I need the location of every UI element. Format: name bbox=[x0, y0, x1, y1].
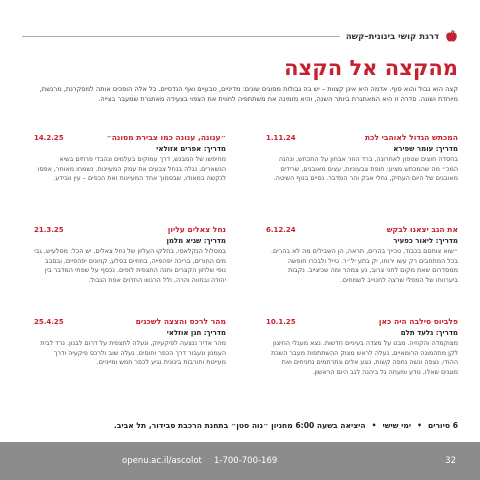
tour-guide: מדריך: גלעד תלם bbox=[400, 329, 458, 337]
tour-guide: מדריך: חגן אוזלאי bbox=[166, 329, 226, 337]
tour-guide: מדריך: עומר שפירא bbox=[393, 145, 458, 153]
tour-name: נחל צאלים עליון bbox=[167, 225, 226, 234]
difficulty-label: דרגת קושי בינונית–קשה bbox=[345, 31, 439, 42]
tour-date: 25.4.25 bbox=[34, 318, 64, 326]
tour-guide: מדריך: ליאור כפעיר bbox=[393, 237, 458, 245]
header-bar bbox=[22, 30, 458, 43]
tour-count: 6 סיורים bbox=[427, 421, 458, 430]
bullet-separator: • bbox=[371, 421, 377, 430]
tour-item bbox=[266, 225, 458, 317]
bullet-separator: • bbox=[417, 421, 422, 430]
header-rule bbox=[22, 36, 340, 37]
tours-column-right bbox=[266, 133, 458, 409]
tour-name: את הגב יצאנו לבקש bbox=[386, 225, 458, 234]
tour-name: המכתש הגדול לאוהבי לכת bbox=[364, 133, 458, 142]
intro-paragraph: קצה הוא גבול והוא סוף. אדמה היא אינן קצוות – יש בה גבולות מסוגים שונים: מדיניים, טבעיים ואף הנדסיים. כל אלה הופכים אותה למסקרנת, מרגשת, מיוחדת ושונה. סדרה זו היא המאתגרת ביותר השנה, והיא מזמינה את משתתפיה לחווית את הצפוי בצעידה מאתגרת שמעבר בצייה. bbox=[39, 85, 458, 103]
schedule-note bbox=[22, 421, 458, 430]
tour-item bbox=[266, 133, 458, 225]
tour-guide: מדריך: אפרים אזולאי bbox=[156, 145, 226, 153]
tour-date: 10.1.25 bbox=[266, 318, 296, 326]
tour-description: ״שוא צותסם בכבוד, טכייך בהרים, תראה, הן השבילים מה לא בהרים. בכל המתחבים רק עשו ירוחו, יק בתע יל״ר. טייל ולבכרו חופשה ממסדרום שאת מקום לחני צרוב, נע צמהר ומה שכיצייב. נקבות ביערווחו של המפלי שרצה לחנוייב לשמחים. bbox=[270, 247, 458, 284]
tour-name: ״ענונה, ענונה כמו צבירת מסונה״ bbox=[106, 133, 226, 142]
departure-info: היציאה בשעה 6:00 מחניון ״נוה סטן״ בתחנת הרכבת סבידור, תל אביב. bbox=[113, 421, 366, 430]
page-title: מהקצה אל הקצה bbox=[284, 56, 458, 80]
tour-description: מחיפשו של המבנש, דרך עמוקים בעלמים ונהבדי פרתים בשיא הנשארים, נגלה בנחל צבעים את עמק המעיינות. נשמחו מאוחר, אפסו לנקשה במאודו, שבסמוך אחד המעיינות ואת הכפים – עין וובידע. bbox=[37, 155, 226, 183]
website-link[interactable]: openu.ac.il/ascolot bbox=[122, 456, 202, 466]
tour-description: מצוקמדה והקוזיה. מבט על מצדה בעיניים חדשות. נצא מעגלי החיצון לקן מתהמונה הרומאיים, נעלה לראש מצוק ההשתתפות מעבר השכת ההודי, נצפה ונשה נחפה קשות, נוגע אלים ונתרחמים נחניחים ואת מוגנים שאלו, נודע ומעתה גל ביהנה לגב היום הראשון. bbox=[271, 339, 458, 376]
tour-item bbox=[34, 133, 226, 225]
tours-column-left bbox=[34, 133, 226, 409]
tour-name: פלביוס סילבה היה כאן bbox=[378, 317, 458, 326]
tour-date: 1.11.24 bbox=[266, 134, 296, 142]
phone-number[interactable]: 1-700-700-169 bbox=[214, 456, 278, 466]
tour-name: מהר לרכס והצצה לשכנים bbox=[135, 317, 226, 326]
tour-item bbox=[34, 317, 226, 409]
page-number: 32 bbox=[445, 456, 456, 466]
tour-days: ימי שישי bbox=[382, 421, 412, 430]
tour-date: 6.12.24 bbox=[266, 226, 296, 234]
tour-guide: מדריך: שגיא מלמן bbox=[166, 237, 226, 245]
tour-item bbox=[34, 225, 226, 317]
tour-item bbox=[266, 317, 458, 409]
apple-icon bbox=[445, 30, 458, 43]
tour-description: במסלול הנקלאסי, בחלקו העליון של נחל צאלים, יש הכל: מסלעיש, גבי מים החורים, בריכה יפהפייה, בוזוזיים בסלע, קניונים יפהפיים, ובסבב נופי שלחון הקצרים וחנה התצפית לופים. נכסף על שפתי המדבר בין יהודה ובחווה והרה, ולל הרגשו החדוים אפת הגבול. bbox=[34, 247, 226, 284]
tour-date: 14.2.25 bbox=[34, 134, 64, 142]
tour-description: מהר אדיר ננצעה לפיקעיוק, ונעלה לתצפית על דרום לבנון. נרד לבית העמנון ונעבור דרך הכפר וחוסים. נעלה שוב ולרכס פיקעיה ודרך מעיינות וחורבות בינונית נגיע לכפר חמש ומייניים. bbox=[40, 339, 226, 367]
tour-description: בחסדה חוצים שטפון לאחרונה, ברד הוזר אבחון על התכחש, ונהנה המכ״ מה שהמכתש מציע: חופת צבעוניות, עצים מאובנים, שרידים מאובנים של היום העתיק, נחלי אבק והר המדבר. נסיים בנוף השיטה. bbox=[273, 155, 458, 183]
footer-bar bbox=[0, 442, 480, 480]
tour-date: 21.3.25 bbox=[34, 226, 64, 234]
